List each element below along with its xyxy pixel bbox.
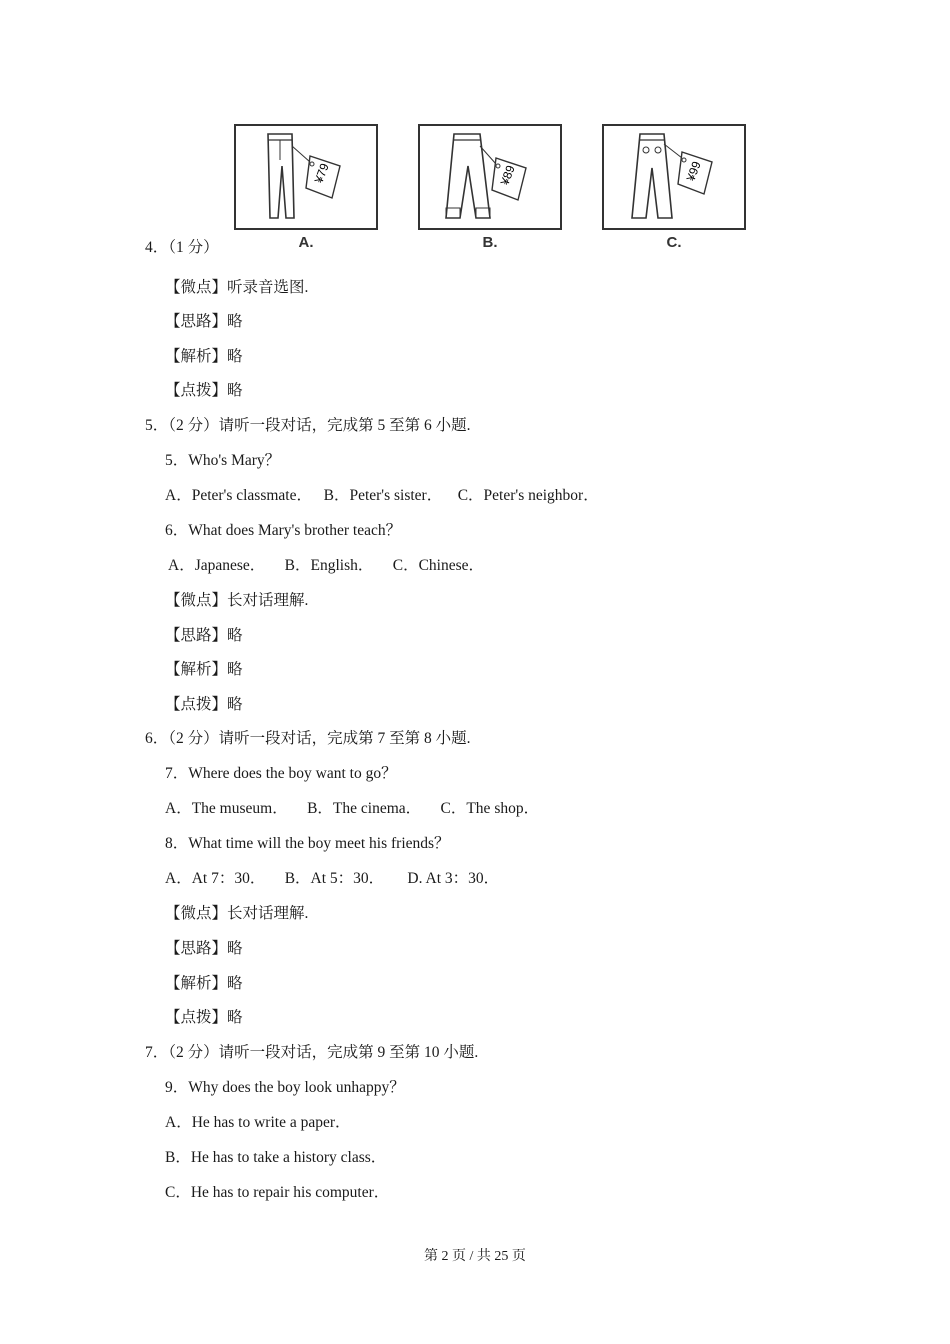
sub-question-9-option-a: A．He has to write a paper． (165, 1114, 351, 1131)
question-5-header: 5．（2 分）请听一段对话，完成第 5 至第 6 小题. (145, 417, 471, 434)
sub-question-8-options: A．At 7：30． B．At 5：30． D. At 3：30． (165, 870, 500, 887)
option-a-label: A. (298, 234, 314, 251)
question-6-header: 6．（2 分）请听一段对话，完成第 7 至第 8 小题. (145, 730, 471, 747)
sub-question-9-option-b: B．He has to take a history class． (165, 1149, 387, 1166)
jeans-icon (420, 126, 560, 228)
svg-text:¥99: ¥99 (683, 159, 704, 184)
jeans-icon (236, 126, 376, 228)
sub-question-9-option-c: C．He has to repair his computer． (165, 1184, 390, 1201)
option-b-label: B. (482, 234, 498, 251)
q4-tip: 【点拨】略 (165, 382, 243, 399)
q6-analysis: 【解析】略 (165, 975, 243, 992)
q5-approach: 【思路】略 (165, 627, 243, 644)
q5-point: 【微点】长对话理解. (165, 592, 309, 609)
sub-question-8: 8．What time will the boy meet his friends？ (165, 835, 450, 852)
page-footer: 第 2 页 / 共 25 页 (424, 1249, 526, 1264)
sub-question-7: 7．Where does the boy want to go？ (165, 765, 397, 782)
q6-tip: 【点拨】略 (165, 1009, 243, 1026)
sub-question-5: 5．Who's Mary？ (165, 452, 281, 469)
svg-text:¥89: ¥89 (497, 163, 518, 188)
q6-approach: 【思路】略 (165, 940, 243, 957)
q5-analysis: 【解析】略 (165, 661, 243, 678)
option-a-image (234, 124, 378, 230)
q6-point: 【微点】长对话理解. (165, 905, 309, 922)
question-4-header: 4．（1 分） (145, 239, 219, 256)
q4-analysis: 【解析】略 (165, 348, 243, 365)
option-b-image (418, 124, 562, 230)
option-c-label: C. (666, 234, 682, 251)
sub-question-7-options: A．The museum． B．The cinema． C．The shop． (165, 800, 540, 817)
question-7-header: 7．（2 分）请听一段对话，完成第 9 至第 10 小题. (145, 1044, 479, 1061)
jeans-icon (604, 126, 744, 228)
q5-tip: 【点拨】略 (165, 696, 243, 713)
jeans-options-figure (232, 122, 752, 257)
sub-question-5-options: A．Peter's classmate． B．Peter's sister． C．Peter's neighbor． (165, 487, 599, 504)
option-c-image (602, 124, 746, 230)
q4-approach: 【思路】略 (165, 313, 243, 330)
svg-text:¥79: ¥79 (311, 161, 332, 186)
sub-question-6-options: A．Japanese． B．English． C．Chinese． (165, 557, 485, 574)
sub-question-6: 6．What does Mary's brother teach？ (165, 522, 402, 539)
sub-question-9: 9．Why does the boy look unhappy？ (165, 1079, 405, 1096)
q4-point: 【微点】听录音选图. (165, 279, 309, 296)
